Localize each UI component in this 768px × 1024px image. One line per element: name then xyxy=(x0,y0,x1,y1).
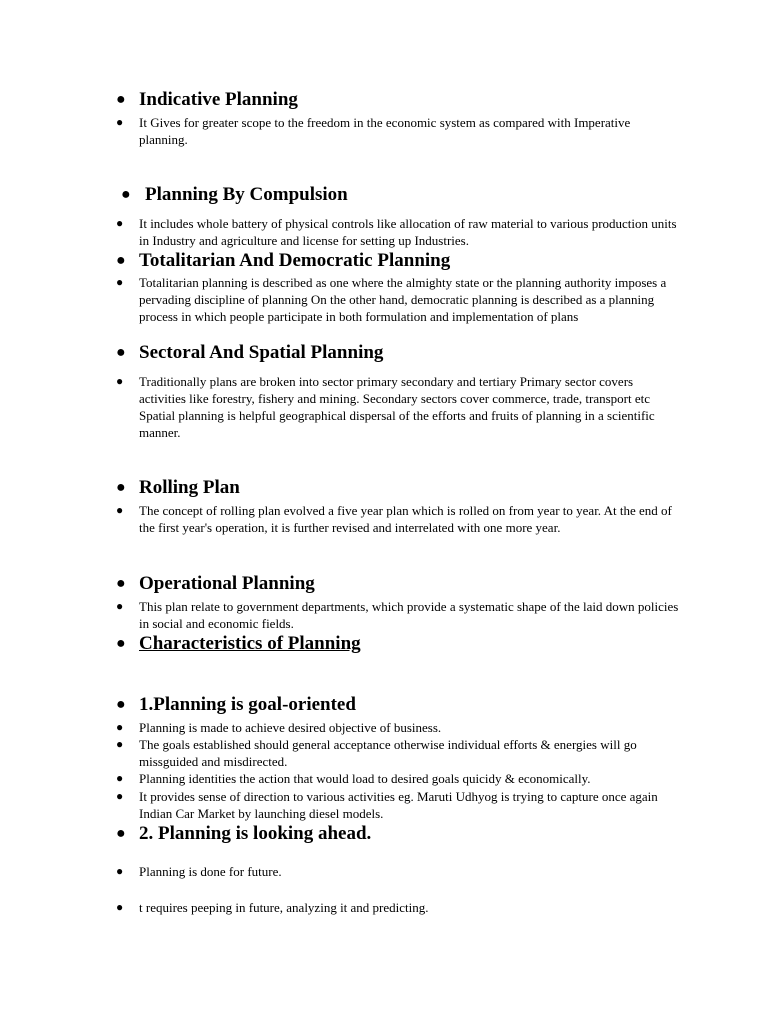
bullet-icon: ● xyxy=(116,720,124,734)
bullet-icon: ● xyxy=(116,696,126,713)
bullet-icon: ● xyxy=(116,825,126,842)
bullet-icon: ● xyxy=(121,186,131,203)
bullet-icon: ● xyxy=(116,635,126,652)
bullet-icon: ● xyxy=(116,479,126,496)
bullet-icon: ● xyxy=(116,900,124,914)
bullet-icon: ● xyxy=(116,344,126,361)
bullet-icon: ● xyxy=(116,503,124,517)
bullet-icon: ● xyxy=(116,374,124,388)
bullet-icon: ● xyxy=(116,252,126,269)
bullet-icon: ● xyxy=(116,864,124,878)
bullet-icon: ● xyxy=(116,115,124,129)
bullet-icon: ● xyxy=(116,599,124,613)
bullet-icon: ● xyxy=(116,737,124,751)
bullet-icon: ● xyxy=(116,575,126,592)
bullet-icon: ● xyxy=(116,771,124,785)
bullet-icon: ● xyxy=(116,91,126,108)
bullet-icon: ● xyxy=(116,216,124,230)
bullet-icon: ● xyxy=(116,275,124,289)
bullet-icon: ● xyxy=(116,789,124,803)
